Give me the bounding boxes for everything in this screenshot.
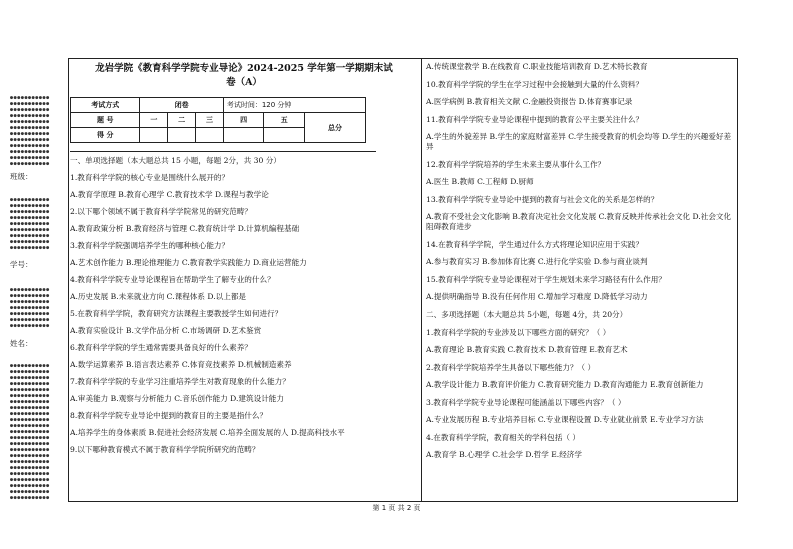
class-label: 班级： — [10, 172, 33, 181]
binding-dots: ●●●●●●●●●●● ●●●●●●●●●●● ●●●●●●●●●●● ●●●●●●●●●●● ●●●●●●●●●●● ●●●●●●●●●●● ●●●●●●●●●●● ●●●●●●●●●●● ●●●●●●●●●●● ●●●●●●●●●●● ●●●●●●●●●●● ●●●●●●●●●●● ●●●●●●●●●●● ●●●●●●●●●●● ●●●●●●●●●●● ●●●●●●●●●●● ●●●●●●●●●●● ●●●●●●●●●●● ●●●●●●●●●●● ●●●●●●●●●●● ●●●●●●●●●●● ●●●●●●●●●●● ●●●●●●●●●●● — [10, 363, 50, 501]
right-column — [426, 60, 732, 460]
question-text: 6.教育科学学院的学生通常需要具备良好的什么素养？ — [70, 343, 252, 352]
question-text: 4.在教育科学学院，教育相关的学科包括（ ） — [426, 433, 580, 442]
binding-dots: ●●●●●●●●●●● ●●●●●●●●●●● ●●●●●●●●●●● ●●●●●●●●●●● ●●●●●●●●●●● ●●●●●●●●●●● ●●●●●●●●●●● ●●●●●●●●●●● ●●●●●●●●●●● — [10, 197, 50, 251]
question-number-label: 题 号 — [71, 113, 140, 128]
column-header: 四 — [223, 113, 264, 128]
answer-options: A.参与教育实习 B.参加体育比赛 C.进行化学实验 D.参与商业谈判 — [426, 257, 648, 266]
binding-dots: ●●●●●●●●●●● ●●●●●●●●●●● ●●●●●●●●●●● ●●●●●●●●●●● ●●●●●●●●●●● ●●●●●●●●●●● ●●●●●●●●●●● ●●●●●●●●●●● ●●●●●●●●●●● ●●●●●●●●●●● ●●●●●●●●●●● ●●●●●●●●●●● — [10, 95, 50, 167]
answer-options: A.教育不受社会文化影响 B.教育决定社会文化发展 C.教育反映并传承社会文化 D.社会文化阻碍教育进步 — [426, 212, 732, 231]
exam-type-label: 考试方式 — [71, 98, 140, 113]
exam-title — [70, 62, 418, 90]
question-text: 9.以下哪种教育模式不属于教育科学学院所研究的范畴？ — [70, 445, 260, 454]
answer-options: A.教育政策分析 B.教育经济与管理 C.教育统计学 D.计算机编程基础 — [70, 224, 300, 233]
answer-options: A.历史发展 B.未来就业方向 C.课程体系 D.以上都是 — [70, 292, 247, 301]
section-2-heading: 二、多项选择题（本大题总共 5小题，每题 4分，共 20分） — [426, 310, 628, 319]
score-label: 得 分 — [71, 128, 140, 143]
question-text: 12.教育科学学院培养的学生未来主要从事什么工作？ — [426, 160, 606, 169]
left-question-list — [70, 173, 418, 455]
student-id-label: 学号： — [10, 260, 33, 269]
answer-options: A.医学病例 B.教育相关文献 C.金融投资报告 D.体育赛事记录 — [426, 97, 633, 106]
answer-options: A.专业发展历程 B.专业培养目标 C.专业课程设置 D.专业就业前景 E.专业学习方法 — [426, 415, 704, 424]
answer-options: A.教育学原理 B.教育心理学 C.教育技术学 D.课程与教学论 — [70, 190, 269, 199]
answer-options: A.教学设计能力 B.教育评价能力 C.教育研究能力 D.教育沟通能力 E.教育创新能力 — [426, 380, 704, 389]
column-header: 三 — [196, 113, 224, 128]
column-divider — [421, 58, 422, 501]
title-line-2: 卷（A） — [226, 77, 262, 88]
score-cell[interactable] — [140, 128, 168, 143]
title-line-1: 龙岩学院《教育科学学院专业导论》2024-2025 学年第一学期期末试 — [95, 63, 393, 74]
question-text: 4.教育科学学院专业导论课程旨在帮助学生了解专业的什么？ — [70, 275, 275, 284]
answer-options: A.艺术创作能力 B.理论推理能力 C.教育教学实践能力 D.商业运营能力 — [70, 258, 307, 267]
column-header: 二 — [168, 113, 196, 128]
exam-time: 考试时间：120 分钟 — [223, 98, 365, 113]
section-rule — [70, 151, 376, 152]
question-text: 7.教育科学学院的专业学习注重培养学生对教育现象的什么能力？ — [70, 377, 290, 386]
name-label: 姓名： — [10, 339, 33, 348]
answer-options: A.医生 B.教师 C.工程师 D.厨师 — [426, 177, 534, 186]
page-footer: 第 1 页 共 2 页 — [372, 504, 421, 512]
answer-options: A.学生的外貌差异 B.学生的家庭财富差异 C.学生接受教育的机会均等 D.学生的兴趣爱好差异 — [426, 132, 732, 151]
multi-question-list — [426, 328, 732, 460]
question-text: 3.教育科学学院强调培养学生的哪种核心能力？ — [70, 241, 230, 250]
question-text: 2.教育科学学院培养学生具备以下哪些能力？（ ） — [426, 363, 596, 372]
question-text: 11.教育科学学院专业导论课程中提到的教育公平主要关注什么？ — [426, 115, 644, 124]
question-text: 13.教育科学学院专业导论中提到的教育与社会文化的关系是怎样的？ — [426, 195, 659, 204]
score-cell[interactable] — [223, 128, 264, 143]
column-header: 五 — [264, 113, 305, 128]
question-text: 3.教育科学学院专业导论课程可能涵盖以下哪些内容？（ ） — [426, 398, 626, 407]
question-text: 8.教育科学学院专业导论中提到的教育目的主要是指什么？ — [70, 411, 268, 420]
exam-type-value: 闭卷 — [140, 98, 223, 113]
answer-options: A.培养学生的身体素质 B.促进社会经济发展 C.培养全面发展的人 D.提高科技水平 — [70, 428, 345, 437]
section-1-heading: 一、单项选择题（本大题总共 15 小题，每题 2分，共 30 分） — [70, 156, 281, 165]
question-text: 5.在教育科学学院，教育研究方法课程主要教授学生如何进行？ — [70, 309, 283, 318]
score-cell[interactable] — [168, 128, 196, 143]
score-table — [70, 97, 366, 143]
question-text: 1.教育科学学院的专业涉及以下哪些方面的研究？（ ） — [426, 328, 611, 337]
binding-dots: ●●●●●●●●●●● ●●●●●●●●●●● ●●●●●●●●●●● ●●●●●●●●●●● ●●●●●●●●●●● ●●●●●●●●●●● ●●●●●●●●●●● — [10, 287, 50, 329]
total-label: 总分 — [305, 113, 366, 143]
column-header: 一 — [140, 113, 168, 128]
score-cell[interactable] — [264, 128, 305, 143]
answer-options: A.数学运算素养 B.语言表达素养 C.体育竞技素养 D.机械制造素养 — [70, 360, 292, 369]
question-text: 14.在教育科学学院，学生通过什么方式将理论知识应用于实践？ — [426, 240, 644, 249]
answer-options: A.教育理论 B.教育实践 C.教育技术 D.教育管理 E.教育艺术 — [426, 345, 628, 354]
binding-margin — [0, 0, 60, 549]
question-text: 2.以下哪个领域不属于教育科学学院常见的研究范畴？ — [70, 207, 252, 216]
answer-options: A.教育学 B.心理学 C.社会学 D.哲学 E.经济学 — [426, 450, 582, 459]
answer-options: A.提供明确指导 B.没有任何作用 C.增加学习难度 D.降低学习动力 — [426, 292, 648, 301]
score-cell[interactable] — [196, 128, 224, 143]
question-text: 10.教育科学学院的学生在学习过程中会接触到大量的什么资料？ — [426, 80, 644, 89]
question-text: 15.教育科学学院专业导论课程对于学生规划未来学习路径有什么作用？ — [426, 275, 666, 284]
right-question-list — [426, 80, 732, 302]
question-text: 1.教育科学学院的核心专业是围绕什么展开的？ — [70, 173, 230, 182]
q9-options: A.传统课堂教学 B.在线教育 C.职业技能培训教育 D.艺术特长教育 — [426, 62, 648, 71]
left-column — [70, 60, 418, 455]
answer-options: A.审美能力 B.观察与分析能力 C.音乐创作能力 D.建筑设计能力 — [70, 394, 284, 403]
answer-options: A.教育实验设计 B.文学作品分析 C.市场调研 D.艺术鉴赏 — [70, 326, 262, 335]
